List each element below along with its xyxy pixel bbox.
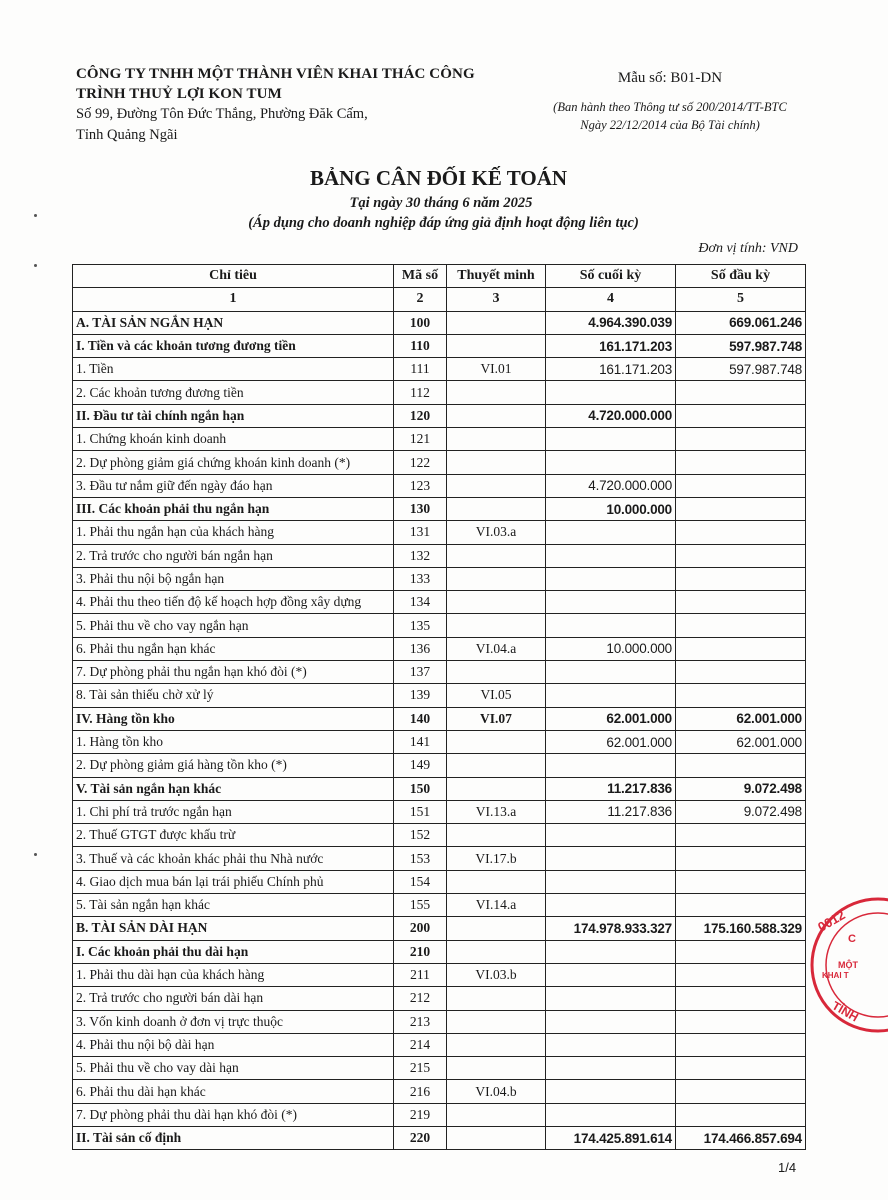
table-header-row [73,265,806,288]
row-note [447,451,546,474]
table-row [73,1126,806,1149]
row-code: 141 [394,730,447,753]
row-code: 212 [394,987,447,1010]
table-row [73,917,806,940]
table-row [73,451,806,474]
row-code: 120 [394,404,447,427]
row-note [447,1033,546,1056]
stamp-text: C [848,933,856,945]
row-code: 140 [394,707,447,730]
form-code: Mẫu số: B01-DN [617,70,723,86]
row-note [447,497,546,520]
company-name-line1: CÔNG TY TNHH MỘT THÀNH VIÊN KHAI THÁC CÔNG [76,66,475,82]
scan-speck [34,214,37,217]
table-row [73,474,806,497]
row-end-period-value: 4.964.390.039 [546,311,676,334]
row-begin-period-value [676,870,806,893]
row-note [447,1126,546,1149]
row-note [447,754,546,777]
row-note [447,591,546,614]
table-row [73,404,806,427]
row-note: VI.01 [447,358,546,381]
document-title: BẢNG CÂN ĐỐI KẾ TOÁN [309,166,568,190]
row-code: 135 [394,614,447,637]
company-info [76,64,516,146]
table-row [73,567,806,590]
column-number: 3 [447,288,546,311]
row-end-period-value: 10.000.000 [546,637,676,660]
row-begin-period-value [676,684,806,707]
row-begin-period-value [676,637,806,660]
row-end-period-value: 62.001.000 [546,730,676,753]
row-code: 216 [394,1080,447,1103]
row-begin-period-value [676,1057,806,1080]
row-end-period-value [546,1010,676,1033]
row-code: 122 [394,451,447,474]
row-end-period-value [546,614,676,637]
table-row [73,963,806,986]
table-row [73,521,806,544]
row-begin-period-value: 174.466.857.694 [676,1126,806,1149]
row-code: 111 [394,358,447,381]
row-begin-period-value [676,1010,806,1033]
row-note [447,730,546,753]
row-note: VI.03.a [447,521,546,544]
row-end-period-value [546,824,676,847]
row-begin-period-value [676,521,806,544]
row-label: 1. Chi phí trả trước ngắn hạn [73,800,394,823]
row-begin-period-value [676,544,806,567]
table-row [73,311,806,334]
table-row [73,661,806,684]
row-note: VI.07 [447,707,546,730]
row-begin-period-value [676,987,806,1010]
row-note [447,824,546,847]
row-end-period-value: 174.978.933.327 [546,917,676,940]
row-end-period-value: 174.425.891.614 [546,1126,676,1149]
document-title-block [0,164,842,233]
company-address-line2: Tỉnh Quảng Ngãi [76,127,178,143]
issued-line1: (Ban hành theo Thông tư số 200/2014/TT-BTC [553,100,787,114]
row-label: 2. Dự phòng giảm giá chứng khoán kinh doanh (*) [73,451,394,474]
header-end-period: Số cuối kỳ [546,265,676,288]
row-note: VI.17.b [447,847,546,870]
scan-speck [34,264,37,267]
row-note: VI.05 [447,684,546,707]
row-code: 155 [394,894,447,917]
row-label: 2. Thuế GTGT được khấu trừ [73,824,394,847]
stamp-text: 0012 [815,907,848,935]
row-begin-period-value [676,824,806,847]
row-label: A. TÀI SẢN NGẮN HẠN [73,311,394,334]
row-begin-period-value: 175.160.588.329 [676,917,806,940]
row-begin-period-value [676,894,806,917]
row-begin-period-value: 597.987.748 [676,334,806,357]
row-label: 1. Phải thu dài hạn của khách hàng [73,963,394,986]
table-row [73,1033,806,1056]
table-row [73,637,806,660]
table-row [73,707,806,730]
row-note [447,544,546,567]
header-code: Mã số [394,265,447,288]
row-end-period-value: 11.217.836 [546,777,676,800]
row-code: 200 [394,917,447,940]
table-row [73,1010,806,1033]
row-label: 2. Trả trước cho người bán ngắn hạn [73,544,394,567]
row-end-period-value [546,661,676,684]
row-end-period-value: 4.720.000.000 [546,474,676,497]
row-end-period-value: 161.171.203 [546,358,676,381]
row-note [447,1010,546,1033]
row-note [447,917,546,940]
row-label: 3. Vốn kinh doanh ở đơn vị trực thuộc [73,1010,394,1033]
row-note: VI.13.a [447,800,546,823]
row-label: 1. Phải thu ngắn hạn của khách hàng [73,521,394,544]
row-end-period-value [546,1033,676,1056]
row-begin-period-value: 669.061.246 [676,311,806,334]
row-begin-period-value [676,381,806,404]
header-indicator: Chỉ tiêu [73,265,394,288]
row-end-period-value [546,870,676,893]
row-code: 215 [394,1057,447,1080]
row-label: 6. Phải thu ngắn hạn khác [73,637,394,660]
stamp-text: KHAI T [822,971,849,980]
row-label: 1. Tiền [73,358,394,381]
row-label: 3. Đầu tư nắm giữ đến ngày đáo hạn [73,474,394,497]
table-row [73,684,806,707]
row-code: 136 [394,637,447,660]
row-code: 153 [394,847,447,870]
row-label: 4. Phải thu nội bộ dài hạn [73,1033,394,1056]
row-note [447,428,546,451]
row-code: 220 [394,1126,447,1149]
table-row [73,730,806,753]
header-note: Thuyết minh [447,265,546,288]
column-number: 1 [73,288,394,311]
row-label: 6. Phải thu dài hạn khác [73,1080,394,1103]
table-row [73,428,806,451]
page-number: 1/4 [778,1160,797,1175]
table-row [73,847,806,870]
row-end-period-value [546,754,676,777]
row-note [447,940,546,963]
row-end-period-value [546,1103,676,1126]
row-code: 219 [394,1103,447,1126]
row-begin-period-value [676,474,806,497]
table-row [73,754,806,777]
row-code: 210 [394,940,447,963]
row-end-period-value: 62.001.000 [546,707,676,730]
row-label: 5. Tài sản ngắn hạn khác [73,894,394,917]
table-row [73,591,806,614]
table-row [73,544,806,567]
row-end-period-value [546,544,676,567]
table-row [73,894,806,917]
row-note [447,777,546,800]
company-address-line1: Số 99, Đường Tôn Đức Thắng, Phường Đăk Cấm, [76,106,368,122]
balance-sheet-table [72,264,806,1150]
stamp-text: TỈNH [829,998,861,1025]
row-end-period-value [546,1080,676,1103]
issued-by [520,98,820,134]
row-note [447,474,546,497]
row-begin-period-value [676,963,806,986]
row-label: IV. Hàng tồn kho [73,707,394,730]
row-begin-period-value [676,404,806,427]
row-end-period-value: 10.000.000 [546,497,676,520]
row-note [447,614,546,637]
row-label: II. Đầu tư tài chính ngắn hạn [73,404,394,427]
row-label: II. Tài sản cố định [73,1126,394,1149]
row-note [447,567,546,590]
row-begin-period-value [676,1080,806,1103]
row-end-period-value [546,987,676,1010]
company-seal-stamp [808,890,888,1040]
row-begin-period-value: 597.987.748 [676,358,806,381]
row-end-period-value [546,963,676,986]
row-label: B. TÀI SẢN DÀI HẠN [73,917,394,940]
row-begin-period-value [676,614,806,637]
row-end-period-value: 161.171.203 [546,334,676,357]
row-begin-period-value: 9.072.498 [676,777,806,800]
row-begin-period-value [676,451,806,474]
row-code: 152 [394,824,447,847]
table-row [73,1103,806,1126]
row-note [447,987,546,1010]
table-body [73,311,806,1150]
row-note: VI.03.b [447,963,546,986]
row-end-period-value [546,940,676,963]
issued-line2: Ngày 22/12/2014 của Bộ Tài chính) [580,118,760,132]
form-code-block [520,68,820,134]
row-label: 3. Thuế và các khoản khác phải thu Nhà nước [73,847,394,870]
row-code: 213 [394,1010,447,1033]
row-code: 151 [394,800,447,823]
row-label: 7. Dự phòng phải thu ngắn hạn khó đòi (*) [73,661,394,684]
row-end-period-value [546,451,676,474]
row-end-period-value [546,428,676,451]
row-label: 3. Phải thu nội bộ ngắn hạn [73,567,394,590]
table-row [73,870,806,893]
row-label: 7. Dự phòng phải thu dài hạn khó đòi (*) [73,1103,394,1126]
row-label: I. Các khoản phải thu dài hạn [73,940,394,963]
row-end-period-value [546,684,676,707]
row-code: 150 [394,777,447,800]
row-code: 211 [394,963,447,986]
table-row [73,940,806,963]
row-code: 121 [394,428,447,451]
table-row [73,800,806,823]
row-note [447,1057,546,1080]
row-begin-period-value: 9.072.498 [676,800,806,823]
row-begin-period-value [676,567,806,590]
row-label: 4. Phải thu theo tiến độ kế hoạch hợp đồng xây dựng [73,591,394,614]
row-label: 5. Phải thu về cho vay ngắn hạn [73,614,394,637]
table-row [73,824,806,847]
row-note: VI.04.b [447,1080,546,1103]
row-note [447,870,546,893]
row-code: 112 [394,381,447,404]
row-begin-period-value [676,847,806,870]
row-code: 134 [394,591,447,614]
row-begin-period-value [676,661,806,684]
row-code: 133 [394,567,447,590]
row-code: 132 [394,544,447,567]
row-code: 214 [394,1033,447,1056]
row-label: 1. Hàng tồn kho [73,730,394,753]
row-begin-period-value [676,1103,806,1126]
table-row [73,334,806,357]
table-row [73,358,806,381]
row-note [447,311,546,334]
scan-speck [34,853,37,856]
row-end-period-value: 4.720.000.000 [546,404,676,427]
row-label: 2. Dự phòng giảm giá hàng tồn kho (*) [73,754,394,777]
row-end-period-value: 11.217.836 [546,800,676,823]
row-end-period-value [546,567,676,590]
column-number: 4 [546,288,676,311]
row-begin-period-value [676,1033,806,1056]
row-begin-period-value [676,754,806,777]
column-number: 5 [676,288,806,311]
row-label: 2. Trả trước cho người bán dài hạn [73,987,394,1010]
row-end-period-value [546,521,676,544]
table-row [73,777,806,800]
row-code: 154 [394,870,447,893]
row-label: III. Các khoản phải thu ngắn hạn [73,497,394,520]
currency-unit: Đơn vị tính: VND [698,241,798,256]
table-row [73,497,806,520]
header-begin-period: Số đầu kỳ [676,265,806,288]
row-code: 110 [394,334,447,357]
table-row [73,1057,806,1080]
row-code: 139 [394,684,447,707]
row-note [447,661,546,684]
row-note: VI.14.a [447,894,546,917]
row-label: 1. Chứng khoán kinh doanh [73,428,394,451]
table-row [73,614,806,637]
row-begin-period-value [676,497,806,520]
row-end-period-value [546,381,676,404]
row-note [447,404,546,427]
report-scope: (Áp dụng cho doanh nghiệp đáp ứng giả định hoạt động liên tục) [248,215,639,231]
row-code: 100 [394,311,447,334]
row-code: 149 [394,754,447,777]
report-date: Tại ngày 30 tháng 6 năm 2025 [349,195,533,211]
row-code: 131 [394,521,447,544]
company-name-line2: TRÌNH THUỶ LỢI KON TUM [76,86,282,102]
row-note [447,334,546,357]
row-note [447,1103,546,1126]
row-end-period-value [546,591,676,614]
row-note: VI.04.a [447,637,546,660]
row-label: I. Tiền và các khoản tương đương tiền [73,334,394,357]
table-row [73,987,806,1010]
row-label: 2. Các khoản tương đương tiền [73,381,394,404]
row-end-period-value [546,847,676,870]
row-begin-period-value [676,428,806,451]
row-end-period-value [546,1057,676,1080]
column-number-row [73,288,806,311]
row-begin-period-value [676,940,806,963]
column-number: 2 [394,288,447,311]
stamp-text: MỘT [838,960,858,970]
row-label: 4. Giao dịch mua bán lại trái phiếu Chính phủ [73,870,394,893]
row-note [447,381,546,404]
row-begin-period-value: 62.001.000 [676,707,806,730]
table-row [73,381,806,404]
row-label: 5. Phải thu về cho vay dài hạn [73,1057,394,1080]
row-label: 8. Tài sản thiếu chờ xử lý [73,684,394,707]
table-row [73,1080,806,1103]
row-begin-period-value [676,591,806,614]
row-end-period-value [546,894,676,917]
row-code: 130 [394,497,447,520]
row-code: 123 [394,474,447,497]
row-begin-period-value: 62.001.000 [676,730,806,753]
row-code: 137 [394,661,447,684]
row-label: V. Tài sản ngắn hạn khác [73,777,394,800]
